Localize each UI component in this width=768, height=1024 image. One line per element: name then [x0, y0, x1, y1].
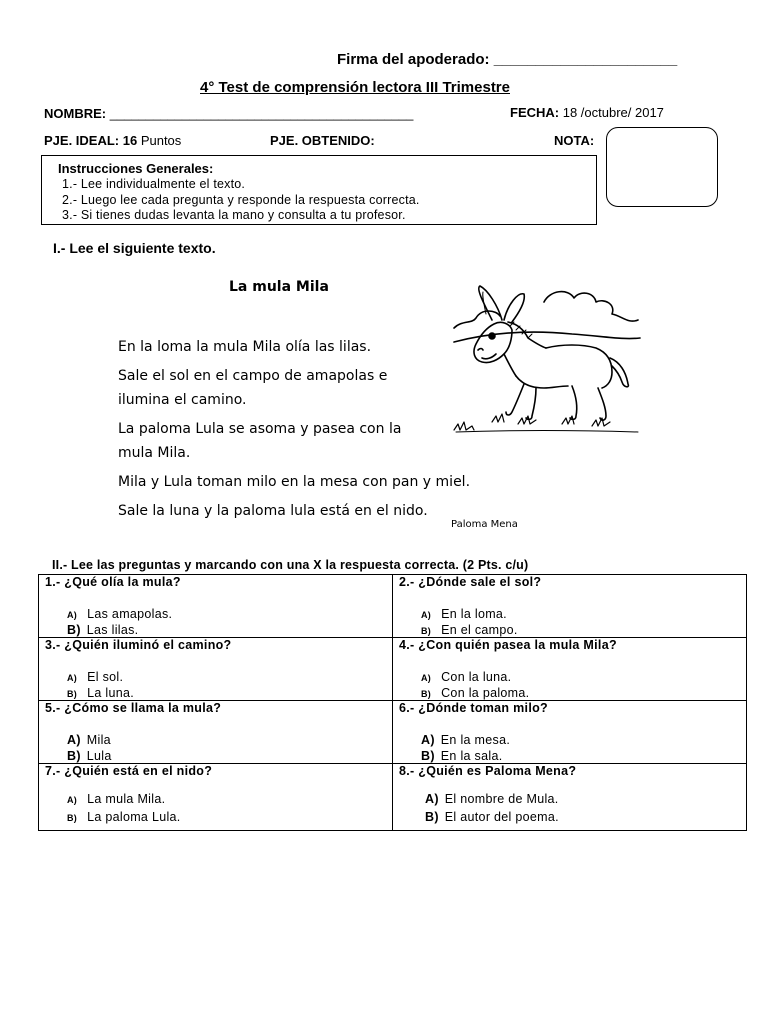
section1-heading: I.- Lee el siguiente texto. [53, 240, 216, 256]
story-title: La mula Mila [229, 279, 329, 295]
page-title [200, 79, 510, 96]
option-text: Las amapolas. [87, 607, 173, 621]
option-a[interactable] [67, 607, 172, 621]
question-cell [393, 701, 747, 764]
option-letter: B) [425, 810, 439, 824]
obtained-score-label: PJE. OBTENIDO: [270, 133, 375, 148]
option-a[interactable] [67, 792, 165, 806]
option-text: La luna. [87, 686, 134, 700]
option-b[interactable] [421, 686, 529, 700]
instruction-item: 3.- Si tienes dudas levanta la mano y consulta a tu profesor. [62, 208, 406, 222]
option-b[interactable] [421, 749, 502, 763]
question-cell [39, 764, 393, 831]
option-letter: B) [421, 689, 432, 699]
story-paragraph: La paloma Lula se asoma y pasea con la mula Mila. [118, 421, 402, 461]
page-title-text: 4° Test de comprensión lectora III Trimestre [200, 79, 510, 96]
option-a[interactable] [421, 670, 511, 684]
question-cell [393, 764, 747, 831]
option-letter: A) [425, 792, 439, 806]
ideal-score [44, 133, 181, 148]
ideal-label: PJE. IDEAL: [44, 133, 120, 148]
story-author: Paloma Mena [451, 519, 518, 530]
option-b[interactable] [67, 810, 181, 824]
option-text: Lula [86, 749, 112, 763]
question-text: 7.- ¿Quién está en el nido? [45, 764, 213, 778]
option-text: La paloma Lula. [87, 810, 181, 824]
option-text: Con la luna. [441, 670, 512, 684]
option-letter: A) [67, 795, 78, 805]
option-text: Mila [86, 733, 111, 747]
date-field [510, 105, 664, 120]
question-cell [393, 638, 747, 701]
story-paragraph: Sale la luna y la paloma lula está en el nido. [118, 503, 428, 519]
question-text: 3.- ¿Quién iluminó el camino? [45, 638, 232, 652]
grade-label: NOTA: [554, 133, 595, 148]
question-text: 8.- ¿Quién es Paloma Mena? [399, 764, 577, 778]
option-letter: A) [67, 673, 78, 683]
question-cell [39, 701, 393, 764]
option-a[interactable] [67, 733, 111, 747]
donkey-illustration-icon [452, 280, 642, 444]
question-text: 2.- ¿Dónde sale el sol? [399, 575, 542, 589]
name-field [44, 106, 413, 121]
option-letter: A) [421, 610, 432, 620]
option-a[interactable] [425, 792, 559, 806]
option-text: En la sala. [440, 749, 503, 763]
option-text: Las lilas. [86, 623, 139, 637]
question-text: 6.- ¿Dónde toman milo? [399, 701, 548, 715]
questions-table [38, 574, 747, 831]
grade-box[interactable] [606, 127, 718, 207]
question-cell [393, 575, 747, 638]
option-letter: B) [67, 813, 78, 823]
ideal-unit: Puntos [137, 133, 182, 148]
story-paragraph: Mila y Lula toman milo en la mesa con pan y miel. [118, 474, 471, 490]
date-value: 18 /octubre/ 2017 [559, 105, 664, 120]
option-b[interactable] [67, 623, 138, 637]
option-letter: B) [67, 749, 81, 763]
option-text: El autor del poema. [444, 810, 559, 824]
question-cell [39, 575, 393, 638]
option-letter: A) [67, 610, 78, 620]
option-letter: A) [421, 673, 432, 683]
option-b[interactable] [67, 749, 112, 763]
signature-line: Firma del apoderado: ______________________ [337, 51, 678, 68]
option-letter: B) [67, 623, 81, 637]
option-b[interactable] [67, 686, 134, 700]
instruction-item: 2.- Luego lee cada pregunta y responde la respuesta correcta. [62, 192, 420, 207]
name-label: NOMBRE: [44, 106, 107, 121]
option-text: Con la paloma. [441, 686, 530, 700]
option-text: El sol. [87, 670, 124, 684]
instruction-item: 1.- Lee individualmente el texto. [62, 177, 246, 191]
option-a[interactable] [421, 607, 507, 621]
option-b[interactable] [425, 810, 559, 824]
question-text: 1.- ¿Qué olía la mula? [45, 575, 181, 589]
option-text: La mula Mila. [87, 792, 166, 806]
story-paragraph: En la loma la mula Mila olía las lilas. [118, 339, 372, 355]
question-text: 4.- ¿Con quién pasea la mula Mila? [399, 638, 617, 652]
option-a[interactable] [67, 670, 123, 684]
option-letter: A) [67, 733, 81, 747]
option-letter: B) [421, 626, 432, 636]
name-line: __________________________________________ [106, 106, 414, 121]
section2-heading: II.- Lee las preguntas y marcando con una X la respuesta correcta. (2 Pts. c/u) [52, 558, 529, 572]
question-cell [39, 638, 393, 701]
option-letter: A) [421, 733, 435, 747]
option-text: En el campo. [441, 623, 518, 637]
option-text: En la mesa. [440, 733, 511, 747]
instructions-box [41, 155, 597, 225]
option-letter: B) [67, 689, 78, 699]
option-text: En la loma. [441, 607, 507, 621]
date-label: FECHA: [510, 105, 560, 120]
option-text: El nombre de Mula. [444, 792, 559, 806]
question-text: 5.- ¿Cómo se llama la mula? [45, 701, 222, 715]
story-paragraph: Sale el sol en el campo de amapolas e ilumina el camino. [118, 368, 388, 408]
option-a[interactable] [421, 733, 510, 747]
ideal-value: 16 [119, 133, 138, 148]
instructions-heading: Instrucciones Generales: [58, 161, 214, 176]
option-b[interactable] [421, 623, 518, 637]
option-letter: B) [421, 749, 435, 763]
